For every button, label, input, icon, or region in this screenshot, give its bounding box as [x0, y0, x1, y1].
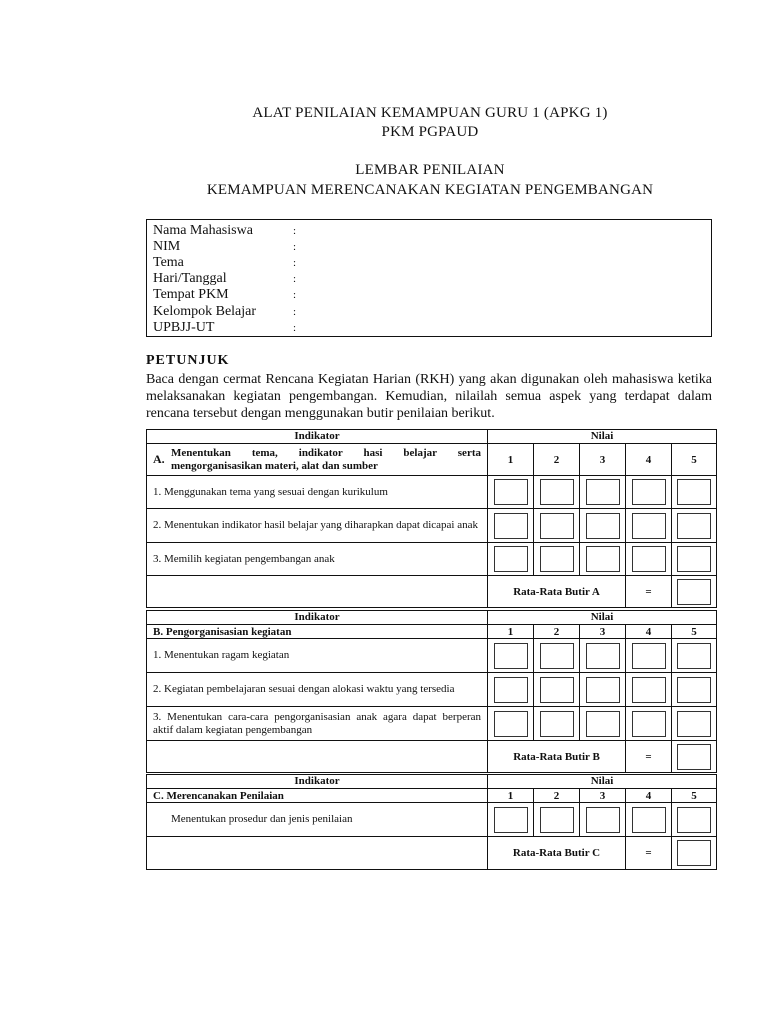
indicator-row [147, 509, 717, 543]
section-letter: B. [153, 625, 164, 638]
score-header: 4 [626, 789, 672, 803]
score-header: 3 [580, 625, 626, 639]
indicator-row [147, 673, 717, 707]
score-box[interactable] [586, 807, 620, 833]
info-label-kelompok-belajar: Kelompok Belajar [153, 304, 257, 319]
score-box[interactable] [586, 513, 620, 539]
section-b-title [147, 625, 488, 639]
info-colon: : [293, 241, 297, 253]
score-box[interactable] [540, 643, 574, 669]
info-label-upbjj: UPBJJ-UT [153, 320, 215, 335]
score-box[interactable] [494, 643, 528, 669]
score-box[interactable] [494, 677, 528, 703]
indicator-row [147, 639, 717, 673]
sheet-subtitle: KEMAMPUAN MERENCANAKAN KEGIATAN PENGEMBANGAN [206, 182, 654, 198]
average-label: Rata-Rata Butir C [488, 837, 626, 870]
indicator-row [147, 476, 717, 509]
info-colon: : [293, 273, 297, 285]
indicator-text: 3. Memilih kegiatan pengembangan anak [147, 543, 488, 576]
score-header: 4 [626, 625, 672, 639]
score-box[interactable] [494, 807, 528, 833]
score-box[interactable] [677, 677, 711, 703]
section-letter: C. [153, 789, 164, 802]
score-box[interactable] [632, 643, 666, 669]
indicator-text: Menentukan prosedur dan jenis penilaian [147, 803, 488, 837]
average-label: Rata-Rata Butir B [488, 741, 626, 773]
indikator-header: Indikator [147, 611, 488, 625]
info-colon: : [293, 225, 297, 237]
section-title: Merencanakan Penilaian [166, 789, 284, 802]
score-box[interactable] [540, 807, 574, 833]
info-label-tema: Tema [153, 255, 184, 270]
score-header: 5 [672, 444, 717, 476]
indicator-text: 2. Menentukan indikator hasil belajar yang diharapkan dapat dicapai anak [147, 509, 488, 543]
average-row [147, 741, 717, 773]
instructions-text: Baca dengan cermat Rencana Kegiatan Harian (RKH) yang akan digunakan oleh mahasiswa ketika melaksanakan kegiatan pengembangan. Kemudian, nilailah semua aspek yang terdapat dalam rencana tersebut dengan menggunakan butir penilaian berikut. [146, 372, 712, 421]
student-info-box [146, 219, 712, 337]
score-box[interactable] [586, 711, 620, 737]
nilai-header: Nilai [488, 611, 717, 625]
nilai-header: Nilai [488, 430, 717, 444]
score-header: 4 [626, 444, 672, 476]
info-label-hari-tanggal: Hari/Tanggal [153, 271, 227, 286]
indicator-row [147, 803, 717, 837]
score-box[interactable] [586, 677, 620, 703]
score-header: 2 [534, 789, 580, 803]
score-box[interactable] [677, 513, 711, 539]
section-title: Menentukan tema, indikator hasi belajar serta mengorganisasikan materi, alat dan sumber [171, 446, 481, 472]
score-header: 3 [580, 444, 626, 476]
score-box[interactable] [632, 479, 666, 505]
info-label-nama: Nama Mahasiswa [153, 223, 253, 238]
info-colon: : [293, 257, 297, 269]
document-subtitle: PKM PGPAUD [381, 124, 479, 140]
info-colon: : [293, 306, 297, 318]
score-header: 1 [488, 789, 534, 803]
score-header: 5 [672, 789, 717, 803]
score-box[interactable] [586, 479, 620, 505]
score-box[interactable] [540, 479, 574, 505]
score-header: 2 [534, 625, 580, 639]
assessment-table-c [146, 774, 717, 870]
info-label-nim: NIM [153, 239, 181, 254]
section-letter: A. [153, 452, 165, 466]
average-row [147, 576, 717, 608]
score-box[interactable] [586, 643, 620, 669]
average-result-box[interactable] [677, 744, 711, 770]
sheet-title: LEMBAR PENILAIAN [355, 162, 505, 178]
score-box[interactable] [540, 513, 574, 539]
score-header: 1 [488, 625, 534, 639]
equals-sign: = [626, 741, 672, 773]
average-label: Rata-Rata Butir A [488, 576, 626, 608]
assessment-table-b [146, 610, 717, 773]
score-box[interactable] [677, 546, 711, 572]
score-box[interactable] [586, 546, 620, 572]
indicator-row [147, 707, 717, 741]
score-box[interactable] [677, 643, 711, 669]
indicator-text: 2. Kegiatan pembelajaran sesuai dengan alokasi waktu yang tersedia [147, 673, 488, 707]
indicator-text: 1. Menggunakan tema yang sesuai dengan kurikulum [147, 476, 488, 509]
info-colon: : [293, 289, 297, 301]
score-box[interactable] [494, 711, 528, 737]
info-colon: : [293, 322, 297, 334]
indikator-header: Indikator [147, 430, 488, 444]
score-box[interactable] [677, 711, 711, 737]
score-header: 1 [488, 444, 534, 476]
assessment-table-a [146, 429, 717, 608]
score-header: 5 [672, 625, 717, 639]
score-box[interactable] [540, 546, 574, 572]
score-header: 2 [534, 444, 580, 476]
score-box[interactable] [632, 677, 666, 703]
section-title: Pengorganisasian kegiatan [165, 625, 292, 638]
average-result-box[interactable] [677, 840, 711, 866]
nilai-header: Nilai [488, 775, 717, 789]
score-box[interactable] [632, 711, 666, 737]
indicator-text: 3. Menentukan cara-cara pengorganisasian anak agara dapat berperan aktif dalam kegiatan pengembangan [147, 707, 488, 741]
section-c-title [147, 789, 488, 803]
section-a-title [147, 444, 488, 476]
score-box[interactable] [494, 513, 528, 539]
score-box[interactable] [677, 479, 711, 505]
score-box[interactable] [677, 807, 711, 833]
equals-sign: = [626, 837, 672, 870]
document-title: ALAT PENILAIAN KEMAMPUAN GURU 1 (APKG 1) [252, 105, 608, 121]
score-box[interactable] [540, 711, 574, 737]
instructions-heading: PETUNJUK [146, 353, 230, 368]
average-result-box[interactable] [677, 579, 711, 605]
score-box[interactable] [632, 807, 666, 833]
equals-sign: = [626, 576, 672, 608]
score-box[interactable] [632, 546, 666, 572]
score-box[interactable] [540, 677, 574, 703]
score-header: 3 [580, 789, 626, 803]
indikator-header: Indikator [147, 775, 488, 789]
score-box[interactable] [494, 546, 528, 572]
average-row [147, 837, 717, 870]
info-label-tempat-pkm: Tempat PKM [153, 287, 229, 302]
indicator-text: 1. Menentukan ragam kegiatan [147, 639, 488, 673]
score-box[interactable] [632, 513, 666, 539]
indicator-row [147, 543, 717, 576]
score-box[interactable] [494, 479, 528, 505]
